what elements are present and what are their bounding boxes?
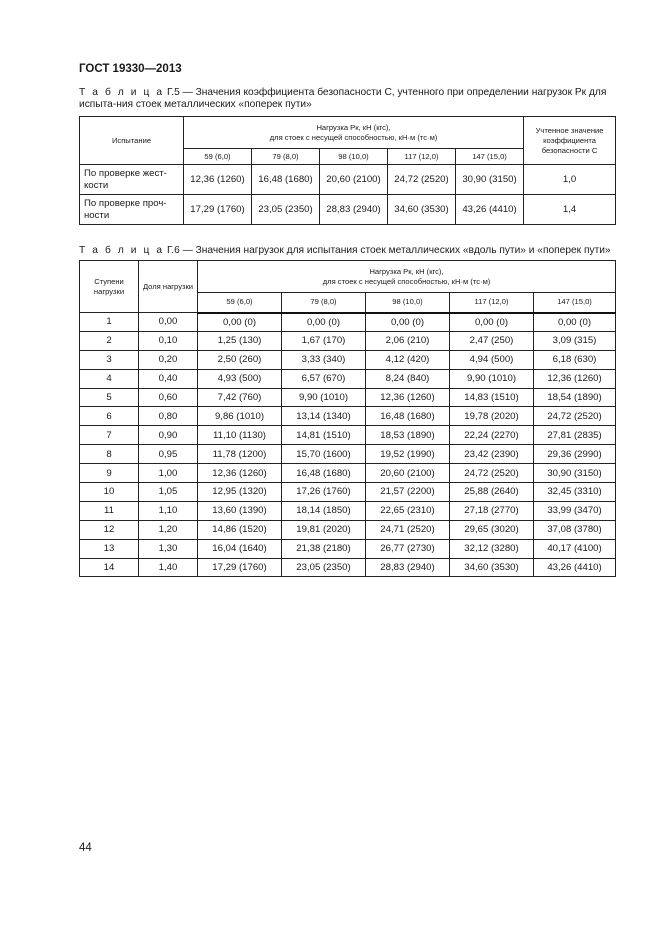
table6-row	[80, 407, 616, 426]
table5-row	[80, 195, 616, 225]
table6-capacity-1: 59 (6,0)	[198, 293, 282, 313]
table6-row	[80, 313, 616, 332]
table5	[79, 116, 616, 225]
table6-share-cell: 0,80	[139, 407, 198, 426]
table6-row	[80, 483, 616, 502]
table6-load-cell: 37,08 (3780)	[534, 520, 616, 539]
table5-capacity-2: 79 (8,0)	[252, 149, 320, 165]
table6-load-cell: 26,77 (2730)	[366, 539, 450, 558]
table6-load-cell: 19,52 (1990)	[366, 445, 450, 464]
table6-load-cell: 0,00 (0)	[198, 313, 282, 332]
table6-load-cell: 2,06 (210)	[366, 331, 450, 350]
table6-load-cell: 23,05 (2350)	[282, 558, 366, 577]
table6-load-cell: 9,90 (1010)	[450, 369, 534, 388]
table6-load-cell: 2,50 (260)	[198, 350, 282, 369]
table6-load-cell: 0,00 (0)	[450, 313, 534, 332]
table6-load-cell: 12,36 (1260)	[534, 369, 616, 388]
table5-cell: 12,36 (1260)	[184, 165, 252, 195]
table6-load-cell: 19,78 (2020)	[450, 407, 534, 426]
table6-load-cell: 0,00 (0)	[534, 313, 616, 332]
table6-load-cell: 18,14 (1850)	[282, 501, 366, 520]
table5-header-load-line1: Нагрузка Рк, кН (кгс),	[316, 122, 391, 132]
table6-load-cell: 22,24 (2270)	[450, 426, 534, 445]
table6-row	[80, 388, 616, 407]
table6-load-cell: 17,26 (1760)	[282, 483, 366, 502]
table6-capacity-2: 79 (8,0)	[282, 293, 366, 313]
table6-step-cell: 14	[80, 558, 139, 577]
table6-step-cell: 12	[80, 520, 139, 539]
table6-load-cell: 16,48 (1680)	[282, 464, 366, 483]
table6-load-cell: 24,72 (2520)	[450, 464, 534, 483]
table6-share-cell: 1,05	[139, 483, 198, 502]
table5-row2-test: По проверке проч-ности	[80, 195, 184, 225]
table5-cell: 16,48 (1680)	[252, 165, 320, 195]
table5-cell: 43,26 (4410)	[456, 195, 524, 225]
table6-load-cell: 16,04 (1640)	[198, 539, 282, 558]
table6-load-cell: 16,48 (1680)	[366, 407, 450, 426]
table6-load-cell: 32,45 (3310)	[534, 483, 616, 502]
table6-row	[80, 539, 616, 558]
table6-load-cell: 3,33 (340)	[282, 350, 366, 369]
table6-load-cell: 14,81 (1510)	[282, 426, 366, 445]
table6-share-cell: 0,00	[139, 313, 198, 332]
table6-load-cell: 6,18 (630)	[534, 350, 616, 369]
table6-load-cell: 20,60 (2100)	[366, 464, 450, 483]
table6-load-cell: 27,81 (2835)	[534, 426, 616, 445]
table6-share-cell: 1,10	[139, 501, 198, 520]
table6-row	[80, 426, 616, 445]
table6-step-cell: 2	[80, 331, 139, 350]
table6-load-cell: 18,54 (1890)	[534, 388, 616, 407]
table6-load-cell: 14,83 (1510)	[450, 388, 534, 407]
table6-load-cell: 33,99 (3470)	[534, 501, 616, 520]
table6	[79, 260, 616, 577]
page-number: 44	[79, 842, 92, 854]
table6-load-cell: 21,57 (2200)	[366, 483, 450, 502]
table6-share-cell: 0,40	[139, 369, 198, 388]
table5-row1-test: По проверке жест-кости	[80, 165, 184, 195]
table6-share-cell: 0,20	[139, 350, 198, 369]
table5-caption-text: Г.5 — Значения коэффициента безопасности С, учтенного при определении нагрузок Рк для испыта-ния стоек металлических «поперек пути»	[79, 87, 607, 110]
table6-share-cell: 0,10	[139, 331, 198, 350]
table6-load-cell: 4,93 (500)	[198, 369, 282, 388]
table6-capacity-5: 147 (15,0)	[534, 293, 616, 313]
document-header: ГОСТ 19330—2013	[79, 63, 182, 75]
table5-row2-coef: 1,4	[524, 195, 616, 225]
table5-cell: 23,05 (2350)	[252, 195, 320, 225]
table6-load-cell: 4,12 (420)	[366, 350, 450, 369]
table6-load-cell: 18,53 (1890)	[366, 426, 450, 445]
table6-row	[80, 464, 616, 483]
table6-load-cell: 24,72 (2520)	[534, 407, 616, 426]
table6-caption	[79, 245, 619, 257]
table6-row	[80, 558, 616, 577]
table5-caption	[79, 87, 619, 111]
table6-header-load-line2: для стоек с несущей способностью, кН·м (тс·м)	[322, 276, 491, 286]
table5-cell: 34,60 (3530)	[388, 195, 456, 225]
table6-step-cell: 11	[80, 501, 139, 520]
table6-step-cell: 8	[80, 445, 139, 464]
table6-step-cell: 9	[80, 464, 139, 483]
table6-share-cell: 1,00	[139, 464, 198, 483]
table6-load-cell: 6,57 (670)	[282, 369, 366, 388]
table6-header-load	[198, 261, 616, 293]
table6-load-cell: 12,36 (1260)	[198, 464, 282, 483]
table6-load-cell: 0,00 (0)	[366, 313, 450, 332]
table6-row	[80, 520, 616, 539]
table6-load-cell: 23,42 (2390)	[450, 445, 534, 464]
table6-step-cell: 1	[80, 313, 139, 332]
table5-capacity-4: 117 (12,0)	[388, 149, 456, 165]
table5-cell: 17,29 (1760)	[184, 195, 252, 225]
table6-load-cell: 1,67 (170)	[282, 331, 366, 350]
table6-step-cell: 13	[80, 539, 139, 558]
table6-step-cell: 7	[80, 426, 139, 445]
table6-load-cell: 24,71 (2520)	[366, 520, 450, 539]
table6-load-cell: 17,29 (1760)	[198, 558, 282, 577]
table6-load-cell: 32,12 (3280)	[450, 539, 534, 558]
table5-caption-label: Т а б л и ц а	[79, 87, 165, 98]
table6-load-cell: 4,94 (500)	[450, 350, 534, 369]
table6-load-cell: 40,17 (4100)	[534, 539, 616, 558]
table6-load-cell: 19,81 (2020)	[282, 520, 366, 539]
table6-step-cell: 6	[80, 407, 139, 426]
table5-header-coef: Учтенное значение коэффициента безопасности С	[524, 117, 616, 165]
table6-caption-label: Т а б л и ц а	[79, 245, 165, 256]
table5-row1-coef: 1,0	[524, 165, 616, 195]
table5-capacity-1: 59 (6,0)	[184, 149, 252, 165]
table6-step-cell: 3	[80, 350, 139, 369]
table5-capacity-3: 98 (10,0)	[320, 149, 388, 165]
table6-load-cell: 9,86 (1010)	[198, 407, 282, 426]
table6-load-cell: 3,09 (315)	[534, 331, 616, 350]
table6-header-step: Ступени нагрузки	[80, 261, 139, 313]
table6-header-load-line1: Нагрузка Рк, кН (кгс),	[369, 266, 444, 276]
table5-cell: 24,72 (2520)	[388, 165, 456, 195]
table6-load-cell: 13,60 (1390)	[198, 501, 282, 520]
table6-load-cell: 12,36 (1260)	[366, 388, 450, 407]
table6-load-cell: 8,24 (840)	[366, 369, 450, 388]
table6-load-cell: 13,14 (1340)	[282, 407, 366, 426]
table5-capacity-5: 147 (15,0)	[456, 149, 524, 165]
table6-share-cell: 1,30	[139, 539, 198, 558]
table6-caption-text: Г.6 — Значения нагрузок для испытания стоек металлических «вдоль пути» и «поперек пути»	[164, 245, 611, 256]
table6-load-cell: 30,90 (3150)	[534, 464, 616, 483]
table6-share-cell: 0,95	[139, 445, 198, 464]
table6-capacity-4: 117 (12,0)	[450, 293, 534, 313]
table6-load-cell: 14,86 (1520)	[198, 520, 282, 539]
table6-step-cell: 5	[80, 388, 139, 407]
table6-load-cell: 29,36 (2990)	[534, 445, 616, 464]
table6-load-cell: 9,90 (1010)	[282, 388, 366, 407]
table6-load-cell: 7,42 (760)	[198, 388, 282, 407]
table5-header-test: Испытание	[80, 117, 184, 165]
table6-body	[80, 313, 616, 577]
table6-load-cell: 43,26 (4410)	[534, 558, 616, 577]
table6-row	[80, 350, 616, 369]
table6-load-cell: 12,95 (1320)	[198, 483, 282, 502]
table6-load-cell: 1,25 (130)	[198, 331, 282, 350]
table6-load-cell: 0,00 (0)	[282, 313, 366, 332]
table5-header-load-line2: для стоек с несущей способностью, кН·м (тс·м)	[269, 132, 438, 142]
table6-step-cell: 4	[80, 369, 139, 388]
table5-cell: 28,83 (2940)	[320, 195, 388, 225]
table6-share-cell: 1,20	[139, 520, 198, 539]
table6-step-cell: 10	[80, 483, 139, 502]
table6-load-cell: 11,10 (1130)	[198, 426, 282, 445]
table6-load-cell: 2,47 (250)	[450, 331, 534, 350]
table6-load-cell: 28,83 (2940)	[366, 558, 450, 577]
table6-load-cell: 21,38 (2180)	[282, 539, 366, 558]
table6-header-share: Доля нагрузки	[139, 261, 198, 313]
table6-row	[80, 331, 616, 350]
table6-load-cell: 29,65 (3020)	[450, 520, 534, 539]
table6-load-cell: 27,18 (2770)	[450, 501, 534, 520]
table6-capacity-3: 98 (10,0)	[366, 293, 450, 313]
table6-share-cell: 0,60	[139, 388, 198, 407]
table6-row	[80, 501, 616, 520]
table6-load-cell: 11,78 (1200)	[198, 445, 282, 464]
table5-cell: 20,60 (2100)	[320, 165, 388, 195]
table5-cell: 30,90 (3150)	[456, 165, 524, 195]
table5-row	[80, 165, 616, 195]
table6-row	[80, 445, 616, 464]
table6-row	[80, 369, 616, 388]
table5-header-load	[184, 117, 524, 149]
table6-load-cell: 22,65 (2310)	[366, 501, 450, 520]
table6-share-cell: 1,40	[139, 558, 198, 577]
table6-load-cell: 15,70 (1600)	[282, 445, 366, 464]
table6-load-cell: 34,60 (3530)	[450, 558, 534, 577]
table6-load-cell: 25,88 (2640)	[450, 483, 534, 502]
table6-share-cell: 0,90	[139, 426, 198, 445]
